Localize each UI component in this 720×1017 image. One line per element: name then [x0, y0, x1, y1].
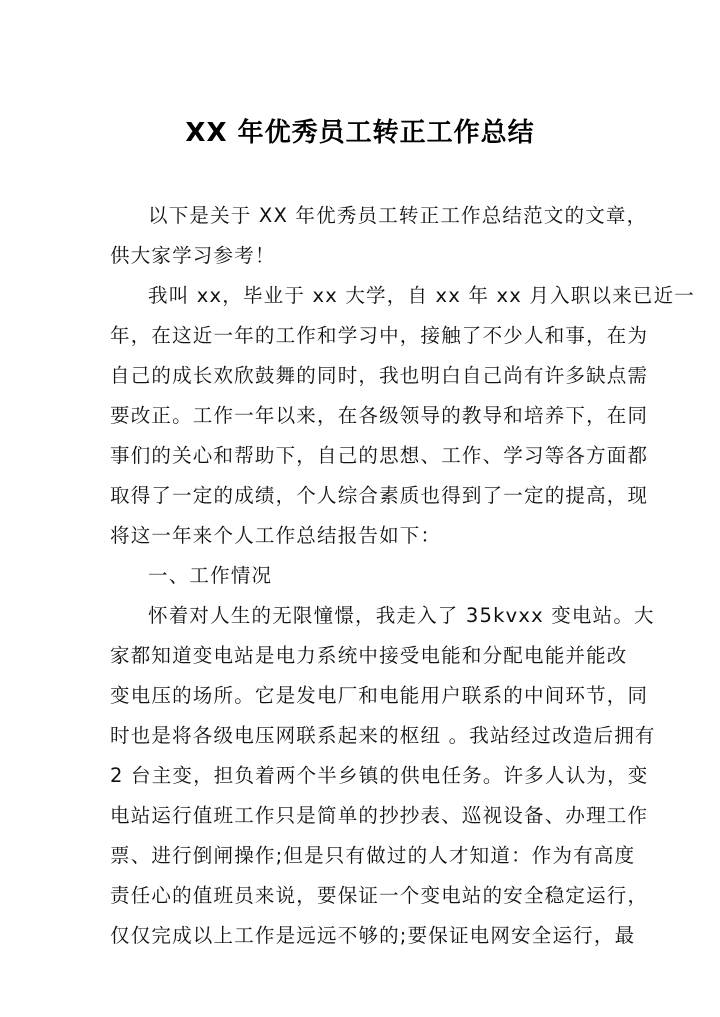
- text-line: 时也是将各级电压网联系起来的枢纽 。我站经过改造后拥有: [110, 724, 656, 747]
- text-line: 怀着对人生的无限憧憬，我走入了 35kvxx 变电站。大: [148, 604, 655, 627]
- text-line: 仅仅完成以上工作是远远不够的;要保证电网安全运行，最: [110, 924, 636, 947]
- text-line: 自己的成长欢欣鼓舞的同时，我也明白自己尚有许多缺点需: [110, 364, 649, 387]
- text-line: 变电压的场所。它是发电厂和电能用户联系的中间环节，同: [110, 684, 649, 707]
- text-line: 年，在这近一年的工作和学习中，接触了不少人和事，在为: [110, 324, 649, 347]
- section-heading: 一、工作情况: [148, 564, 273, 587]
- text-line: 供大家学习参考！: [110, 244, 276, 267]
- text-line: 事们的关心和帮助下，自己的思想、工作、学习等各方面都: [110, 444, 649, 467]
- document-title: XX 年优秀员工转正工作总结: [185, 118, 535, 148]
- text-line: 将这一年来个人工作总结报告如下：: [110, 524, 442, 547]
- text-line: 取得了一定的成绩，个人综合素质也得到了一定的提高，现: [110, 484, 649, 507]
- text-line: 以下是关于 XX 年优秀员工转正工作总结范文的文章，: [148, 204, 648, 227]
- text-line: 要改正。工作一年以来，在各级领导的教导和培养下，在同: [110, 404, 649, 427]
- text-line: 我叫 xx，毕业于 xx 大学，自 xx 年 xx 月入职以来已近一: [148, 284, 696, 307]
- text-line: 责任心的值班员来说，要保证一个变电站的安全稳定运行，: [110, 884, 649, 907]
- text-line: 2 台主变，担负着两个半乡镇的供电任务。许多人认为，变: [110, 764, 649, 787]
- text-line: 电站运行值班工作只是简单的抄抄表、巡视设备、办理工作: [110, 804, 649, 827]
- text-line: 票、进行倒闸操作;但是只有做过的人才知道：作为有高度: [110, 844, 636, 867]
- text-line: 家都知道变电站是电力系统中接受电能和分配电能并能改: [110, 644, 628, 667]
